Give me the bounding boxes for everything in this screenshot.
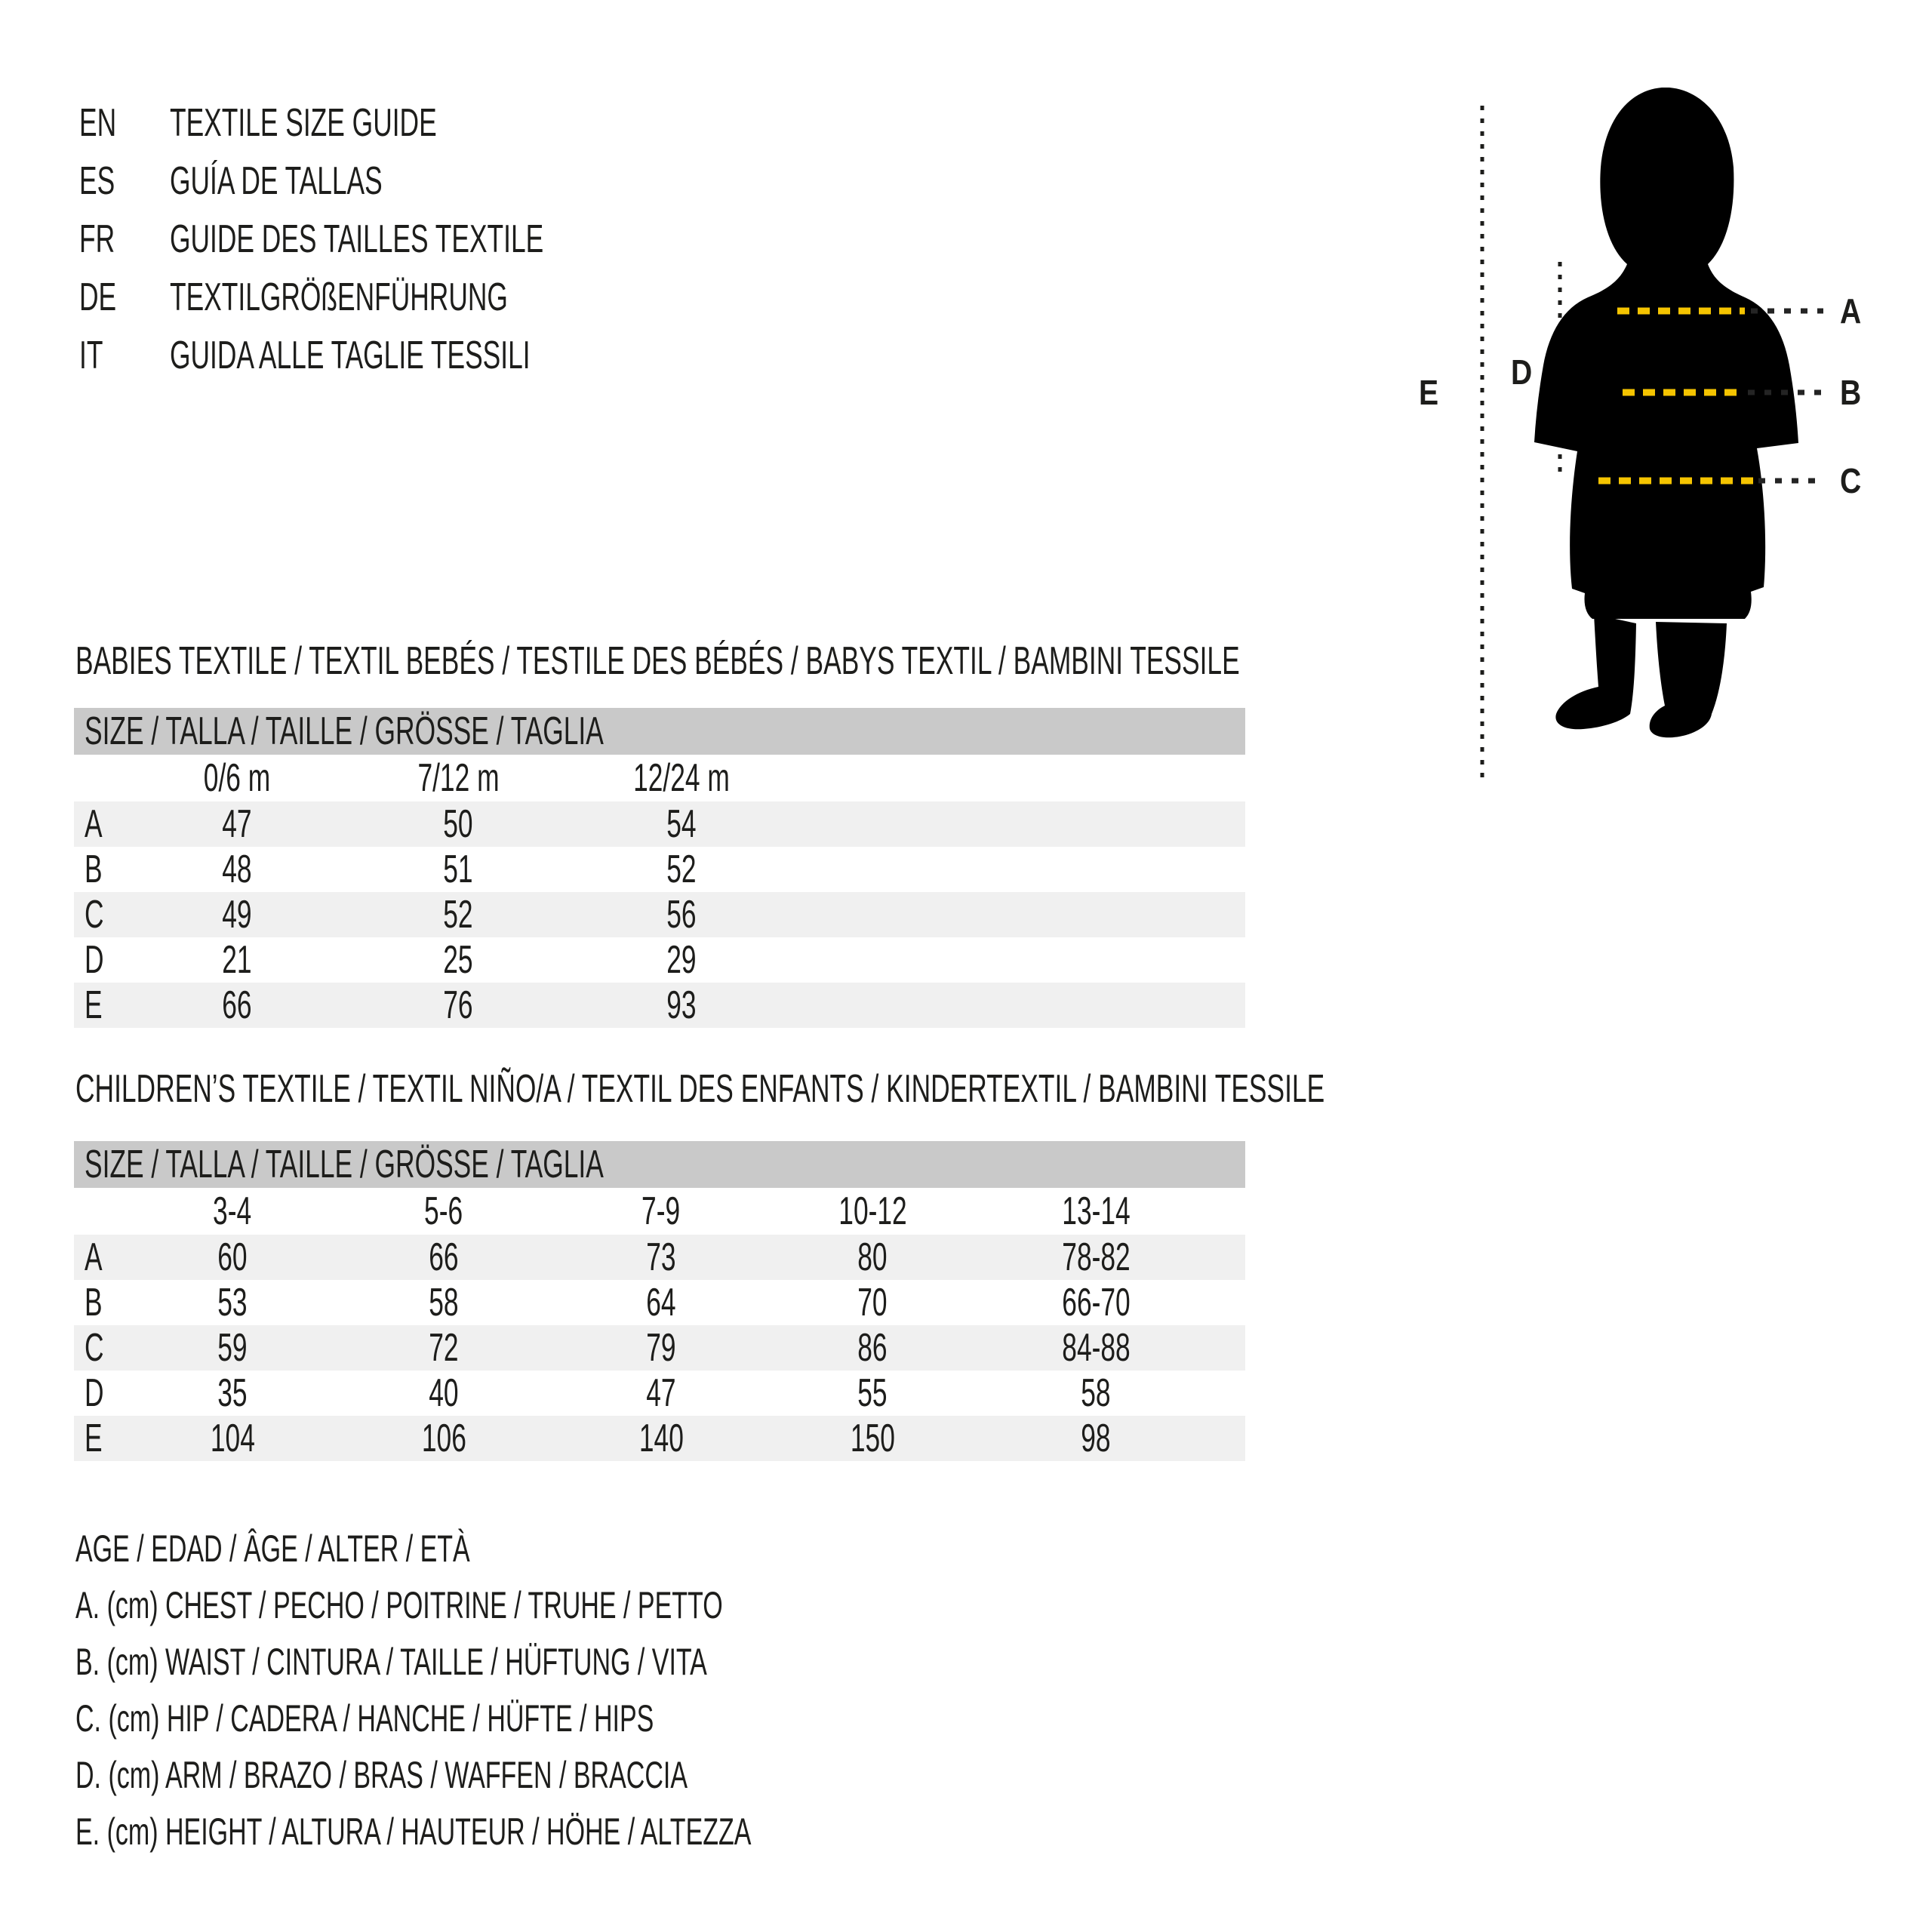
table-cell-text: 60 (217, 1235, 248, 1279)
height-label-e-text: E (1419, 373, 1439, 412)
table-cell-text: 52 (666, 848, 697, 891)
guide-title (170, 211, 719, 269)
language-code-text: EN (79, 101, 117, 145)
table-cell (548, 1371, 774, 1416)
table-cell-text: 47 (646, 1371, 676, 1415)
row-label (85, 847, 111, 892)
table-row (74, 937, 1245, 983)
table-cell (119, 1235, 346, 1280)
table-cell-text: 98 (1081, 1417, 1111, 1460)
table-cell (759, 1325, 986, 1371)
language-code (79, 152, 170, 211)
table-cell-text: 25 (443, 938, 473, 982)
table-cell (568, 892, 795, 937)
language-code (79, 269, 170, 327)
table-cell-text: 140 (638, 1417, 684, 1460)
table-cell-text: 104 (210, 1417, 255, 1460)
table-cell (548, 1416, 774, 1461)
guide-title-text: GUIDA ALLE TAGLIE TESSILI (170, 334, 531, 377)
table-cell (759, 1235, 986, 1280)
row-label (85, 1416, 111, 1461)
row-label (85, 1235, 111, 1280)
babies-size-header-text: SIZE / TALLA / TAILLE / GRÖSSE / TAGLIA (85, 709, 604, 753)
row-label-text: B (85, 848, 103, 891)
table-cell-text: 52 (443, 893, 473, 937)
arm-label-d-text: D (1511, 352, 1533, 392)
guide-title-text: GUIDE DES TAILLES TEXTILE (170, 217, 544, 261)
children-column-header-text: 3-4 (213, 1189, 252, 1233)
row-label-text: C (85, 893, 104, 937)
table-row (74, 1416, 1245, 1461)
guide-title (170, 327, 700, 385)
table-cell (119, 1416, 346, 1461)
table-cell (548, 1280, 774, 1325)
language-code (79, 211, 170, 269)
babies-section-title (75, 638, 1788, 685)
table-cell (345, 847, 571, 892)
legend-line-text: C. (cm) HIP / CADERA / HANCHE / HÜFTE / HIPS (75, 1697, 654, 1740)
table-cell (331, 1235, 557, 1280)
legend-line (75, 1634, 1069, 1690)
row-label-text: C (85, 1326, 104, 1370)
babies-column-header-row (74, 755, 1245, 801)
children-column-header (548, 1188, 774, 1235)
row-label (85, 937, 113, 983)
table-cell (119, 1325, 346, 1371)
table-cell (759, 1416, 986, 1461)
table-cell-text: 51 (443, 848, 473, 891)
legend-line-text: B. (cm) WAIST / CINTURA / TAILLE / HÜFTUNG / VITA (75, 1641, 707, 1683)
guide-title (170, 269, 667, 327)
table-cell-text: 72 (429, 1326, 459, 1370)
waist-label-b-text: B (1840, 373, 1862, 412)
table-cell-text: 49 (222, 893, 252, 937)
table-cell-text: 55 (857, 1371, 888, 1415)
row-label-text: A (85, 802, 103, 846)
legend-line (75, 1690, 1069, 1747)
hip-label-c-text: C (1840, 461, 1862, 500)
table-row (74, 1325, 1245, 1371)
babies-column-header-text: 0/6 m (203, 756, 271, 800)
table-cell (124, 847, 350, 892)
table-cell-text: 58 (1081, 1371, 1111, 1415)
babies-column-header (568, 755, 795, 801)
babies-size-table (74, 708, 1245, 1028)
table-row (74, 801, 1245, 847)
table-cell-text: 66 (222, 983, 252, 1027)
language-row (79, 269, 719, 327)
language-code-text: FR (79, 217, 115, 261)
children-column-header-text: 10-12 (838, 1189, 907, 1233)
row-label (85, 1371, 113, 1416)
guide-title (170, 94, 562, 152)
table-cell (119, 1280, 346, 1325)
language-code (79, 327, 170, 385)
language-code (79, 94, 170, 152)
row-label-text: B (85, 1281, 103, 1324)
row-label-text: D (85, 1371, 104, 1415)
table-row (74, 1235, 1245, 1280)
children-column-header (983, 1188, 1209, 1235)
legend-line (75, 1521, 1069, 1577)
table-cell (568, 847, 795, 892)
language-row (79, 327, 719, 385)
table-row (74, 892, 1245, 937)
babies-section-title-text: BABIES TEXTILE / TEXTIL BEBÉS / TESTILE DES BÉBÉS / BABYS TEXTIL / BAMBINI TESSILE (75, 639, 1240, 683)
table-cell-text: 47 (222, 802, 252, 846)
language-code-text: ES (79, 159, 115, 203)
row-label-text: D (85, 938, 104, 982)
table-row (74, 983, 1245, 1028)
chest-label-a-text: A (1840, 291, 1862, 331)
table-row (74, 847, 1245, 892)
table-cell-text: 70 (857, 1281, 888, 1324)
children-section-title (75, 1066, 1912, 1112)
children-column-header-text: 13-14 (1061, 1189, 1131, 1233)
table-cell (124, 801, 350, 847)
table-cell-text: 54 (666, 802, 697, 846)
table-cell (331, 1280, 557, 1325)
table-row (74, 1371, 1245, 1416)
table-cell-text: 106 (421, 1417, 466, 1460)
table-cell-text: 56 (666, 893, 697, 937)
table-cell (331, 1371, 557, 1416)
children-column-header (119, 1188, 346, 1235)
table-cell-text: 150 (850, 1417, 895, 1460)
legend-line-text: AGE / EDAD / ÂGE / ALTER / ETÀ (75, 1527, 470, 1570)
legend-line (75, 1747, 1069, 1804)
children-column-header-row (74, 1188, 1245, 1235)
legend-line-text: D. (cm) ARM / BRAZO / BRAS / WAFFEN / BRACCIA (75, 1754, 688, 1796)
row-label-text: E (85, 1417, 103, 1460)
child-silhouette-body (1534, 88, 1798, 619)
table-cell (983, 1371, 1209, 1416)
chest-label-a (1840, 288, 1865, 334)
legend-line-text: A. (cm) CHEST / PECHO / POITRINE / TRUHE / PETTO (75, 1584, 723, 1626)
language-row (79, 152, 719, 211)
children-size-header-bar (74, 1141, 1245, 1188)
table-cell-text: 73 (646, 1235, 676, 1279)
guide-title-text: GUÍA DE TALLAS (170, 159, 383, 203)
children-column-header-text: 7-9 (641, 1189, 681, 1233)
table-cell-text: 66-70 (1061, 1281, 1131, 1324)
table-cell-text: 76 (443, 983, 473, 1027)
table-cell (345, 983, 571, 1028)
table-cell-text: 50 (443, 802, 473, 846)
table-cell (568, 801, 795, 847)
children-size-table (74, 1141, 1245, 1461)
table-cell (548, 1235, 774, 1280)
measurement-legend (75, 1521, 1069, 1860)
table-cell-text: 29 (666, 938, 697, 982)
table-cell-text: 79 (646, 1326, 676, 1370)
table-cell-text: 35 (217, 1371, 248, 1415)
table-cell (124, 983, 350, 1028)
table-cell (759, 1371, 986, 1416)
babies-size-header-bar (74, 708, 1245, 755)
table-cell-text: 53 (217, 1281, 248, 1324)
language-title-list (79, 94, 719, 385)
table-cell-text: 48 (222, 848, 252, 891)
table-cell (983, 1416, 1209, 1461)
table-cell (548, 1325, 774, 1371)
hip-label-c (1840, 458, 1865, 503)
table-cell (345, 937, 571, 983)
children-column-header-text: 5-6 (424, 1189, 463, 1233)
children-column-header (331, 1188, 557, 1235)
children-size-header-text: SIZE / TALLA / TAILLE / GRÖSSE / TAGLIA (85, 1143, 604, 1186)
row-label (85, 983, 111, 1028)
row-label (85, 1280, 111, 1325)
legend-line (75, 1804, 1069, 1860)
babies-column-header (345, 755, 571, 801)
table-cell (331, 1325, 557, 1371)
table-cell-text: 40 (429, 1371, 459, 1415)
table-cell-text: 64 (646, 1281, 676, 1324)
table-cell-text: 66 (429, 1235, 459, 1279)
table-cell (983, 1325, 1209, 1371)
row-label-text: A (85, 1235, 103, 1279)
table-cell-text: 21 (222, 938, 252, 982)
table-cell (568, 937, 795, 983)
row-label (85, 1325, 113, 1371)
guide-title-text: TEXTILGRÖßENFÜHRUNG (170, 275, 508, 319)
row-label (85, 801, 111, 847)
table-cell-text: 58 (429, 1281, 459, 1324)
table-cell (759, 1280, 986, 1325)
language-code-text: DE (79, 275, 117, 319)
children-section-title-text: CHILDREN’S TEXTILE / TEXTIL NIÑO/A / TEXTIL DES ENFANTS / KINDERTEXTIL / BAMBINI TESSILE (75, 1067, 1325, 1111)
babies-column-header (124, 755, 350, 801)
table-cell-text: 59 (217, 1326, 248, 1370)
table-cell (983, 1280, 1209, 1325)
children-column-header (759, 1188, 986, 1235)
table-row (74, 1280, 1245, 1325)
arm-label-d (1511, 349, 1536, 395)
row-label-text: E (85, 983, 103, 1027)
table-cell-text: 84-88 (1061, 1326, 1131, 1370)
legend-line-text: E. (cm) HEIGHT / ALTURA / HAUTEUR / HÖHE / ALTEZZA (75, 1810, 752, 1853)
table-cell-text: 80 (857, 1235, 888, 1279)
table-cell (983, 1235, 1209, 1280)
table-cell-text: 86 (857, 1326, 888, 1370)
babies-column-header-text: 7/12 m (417, 756, 500, 800)
language-code-text: IT (79, 334, 103, 377)
height-label-e (1419, 370, 1442, 415)
table-cell (345, 801, 571, 847)
table-cell (124, 937, 350, 983)
guide-title-text: TEXTILE SIZE GUIDE (170, 101, 437, 145)
legend-line (75, 1577, 1069, 1634)
language-row (79, 94, 719, 152)
table-cell (331, 1416, 557, 1461)
table-cell (345, 892, 571, 937)
waist-label-b (1840, 370, 1865, 415)
table-cell-text: 93 (666, 983, 697, 1027)
table-cell (119, 1371, 346, 1416)
table-cell (568, 983, 795, 1028)
guide-title (170, 152, 482, 211)
table-cell (124, 892, 350, 937)
table-cell-text: 78-82 (1061, 1235, 1131, 1279)
row-label (85, 892, 113, 937)
language-row (79, 211, 719, 269)
babies-column-header-text: 12/24 m (633, 756, 730, 800)
